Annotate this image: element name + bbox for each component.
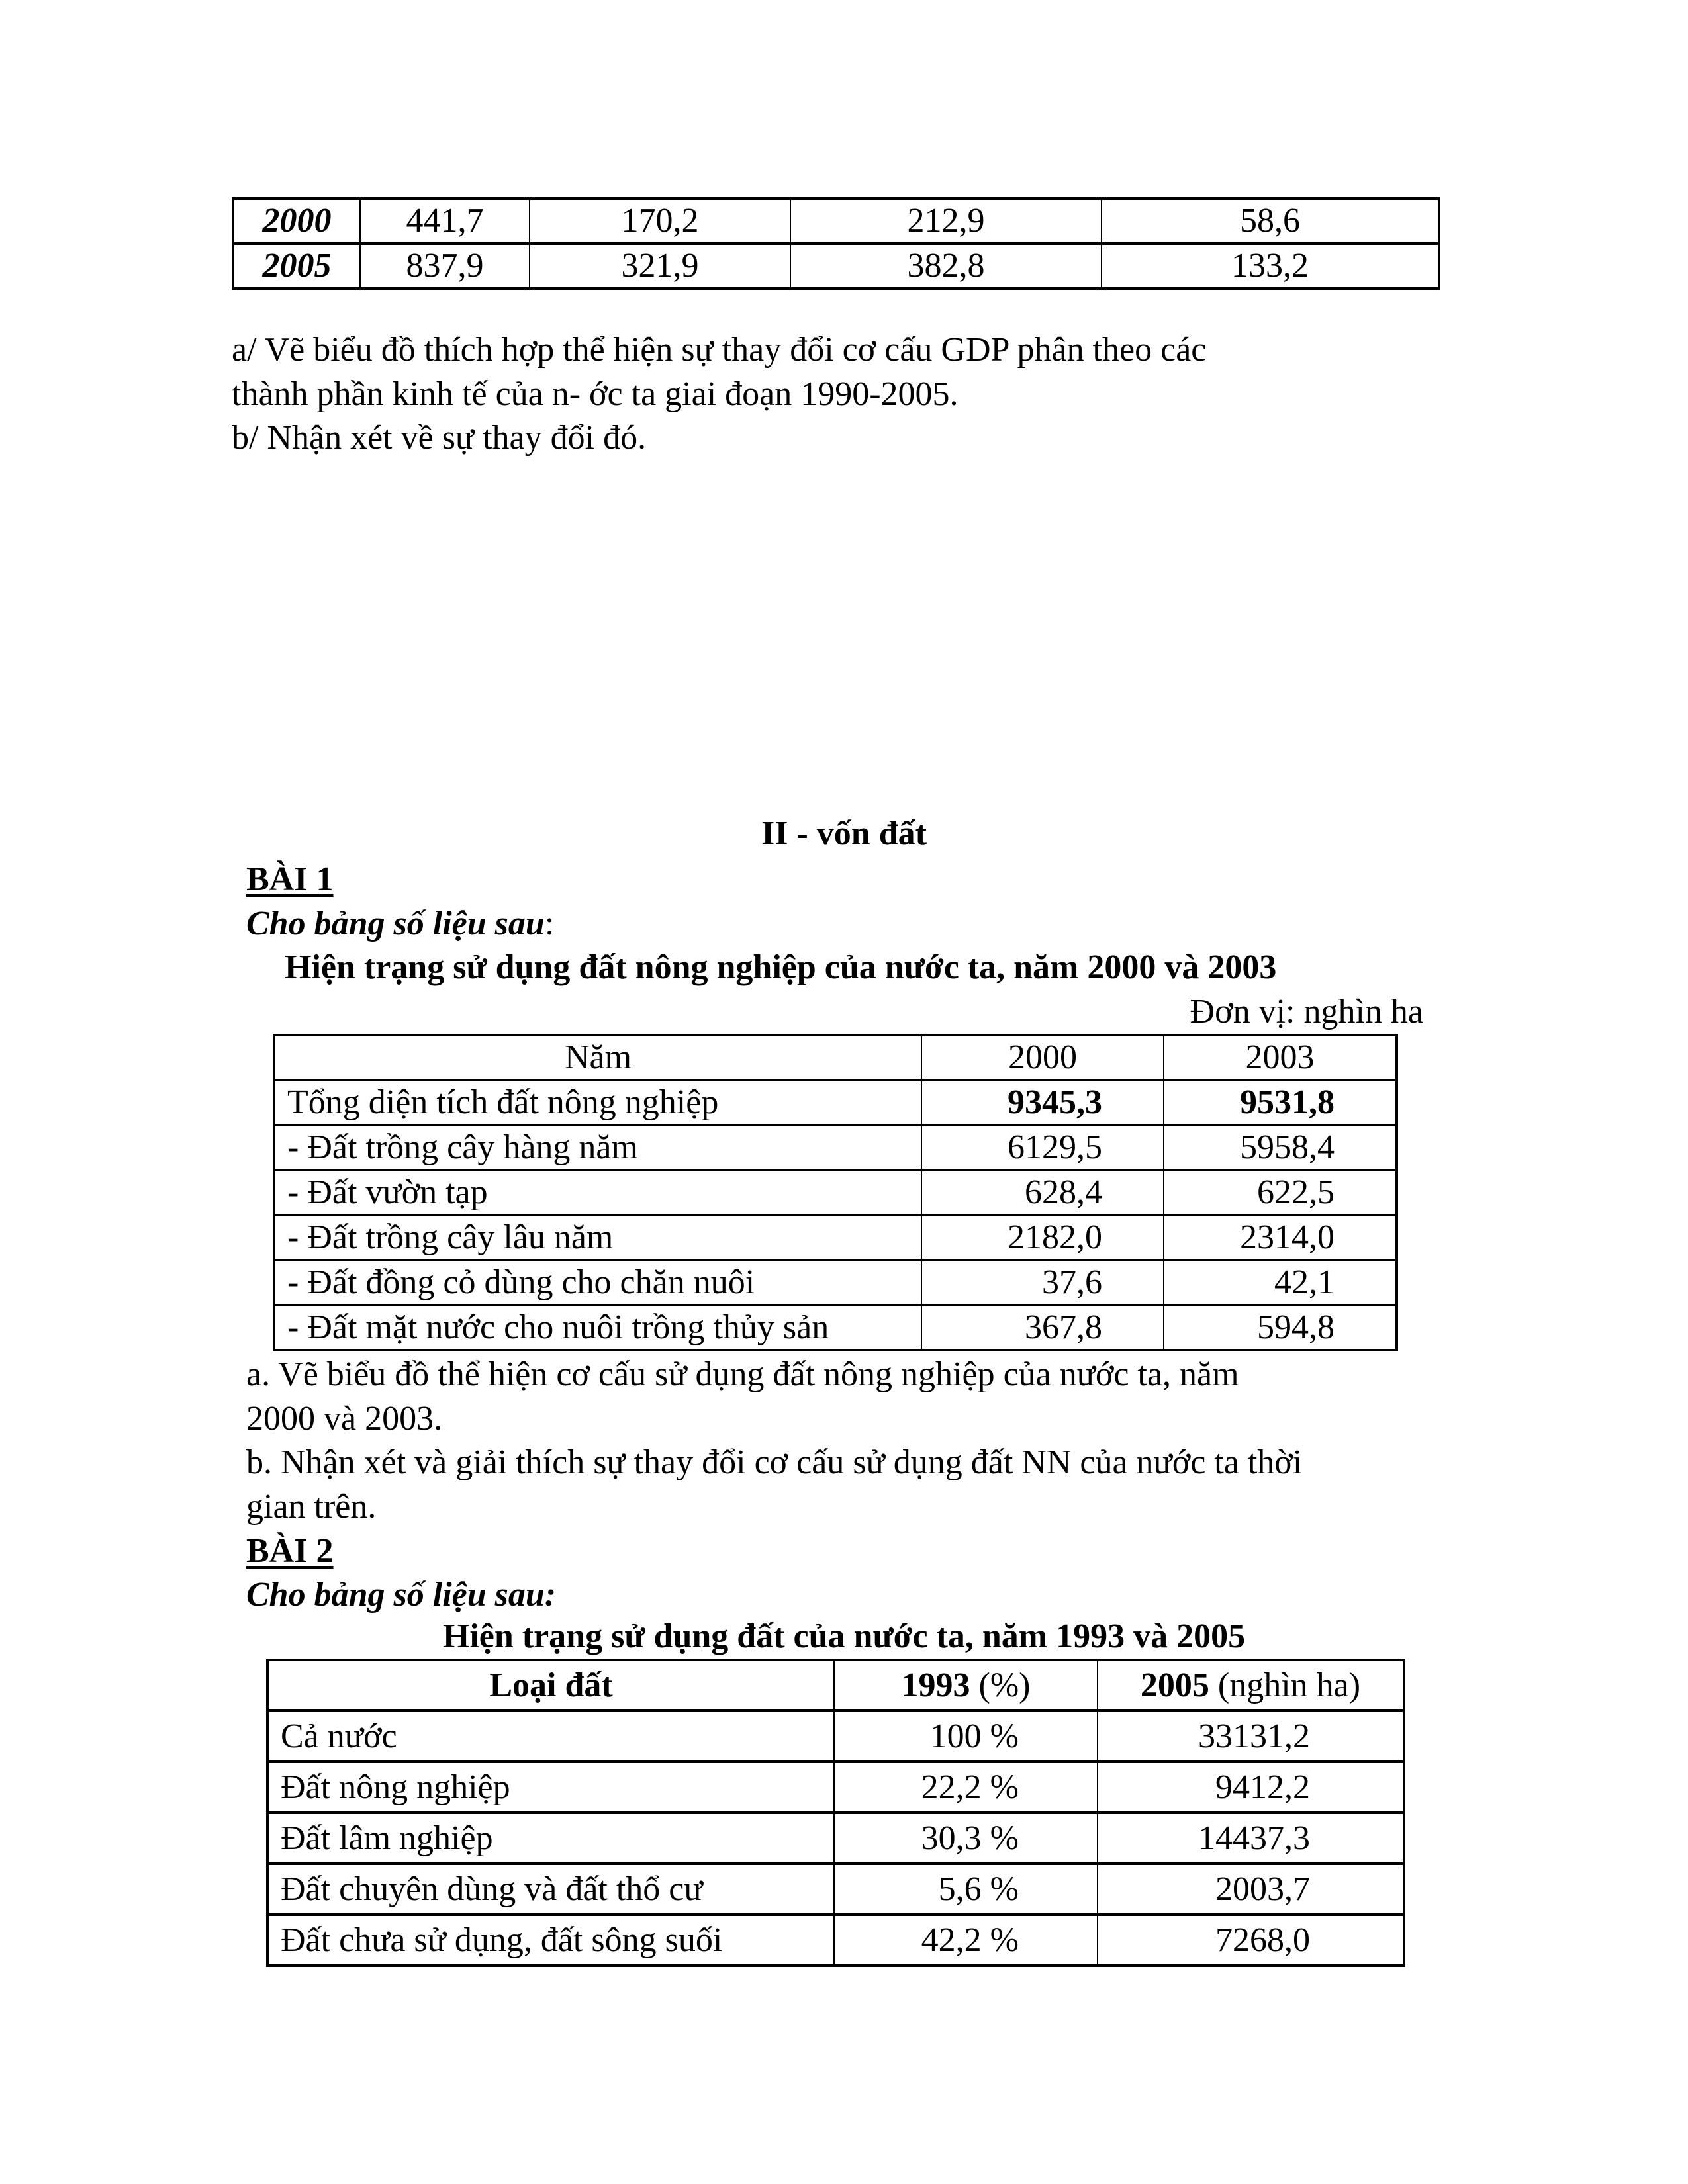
table-row bbox=[274, 1215, 1397, 1260]
gdp-question-a-line2: thành phần kinh tế của n- ớc ta giai đoạn 1990-2005. bbox=[232, 375, 959, 413]
bai1-intro-colon: : bbox=[544, 905, 555, 942]
value-2003: 9531,8 bbox=[1164, 1080, 1397, 1125]
table-header-row bbox=[267, 1660, 1404, 1711]
table-row bbox=[274, 1080, 1397, 1125]
value-2003: 2314,0 bbox=[1164, 1215, 1397, 1260]
row-label: Đất lâm nghiệp bbox=[267, 1813, 834, 1864]
row-label: - Đất trồng cây lâu năm bbox=[274, 1215, 921, 1260]
gdp-table bbox=[232, 197, 1440, 290]
section-title: II - vốn đất bbox=[761, 815, 927, 852]
bai1-question-a-line1: a. Vẽ biểu đồ thể hiện cơ cấu sử dụng đất nông nghiệp của nước ta, năm bbox=[246, 1355, 1239, 1393]
header-cell-land-type: Loại đất bbox=[267, 1660, 834, 1711]
row-label: Đất chuyên dùng và đất thổ cư bbox=[267, 1864, 834, 1915]
table-row bbox=[233, 199, 1439, 244]
value-cell: 441,7 bbox=[360, 199, 530, 244]
row-label: - Đất vườn tạp bbox=[274, 1170, 921, 1215]
table-row bbox=[267, 1711, 1404, 1762]
row-label: - Đất đồng cỏ dùng cho chăn nuôi bbox=[274, 1260, 921, 1305]
agricultural-land-table bbox=[273, 1034, 1398, 1351]
row-label: Đất chưa sử dụng, đất sông suối bbox=[267, 1915, 834, 1966]
value-2000: 6129,5 bbox=[921, 1125, 1164, 1170]
value-1993: 42,2 % bbox=[834, 1915, 1098, 1966]
value-2000: 9345,3 bbox=[921, 1080, 1164, 1125]
value-2000: 2182,0 bbox=[921, 1215, 1164, 1260]
value-2000: 367,8 bbox=[921, 1305, 1164, 1350]
bai2-intro: Cho bảng số liệu sau: bbox=[246, 1576, 557, 1614]
table-header-row bbox=[274, 1035, 1397, 1080]
header-1993-unit: (%) bbox=[970, 1666, 1031, 1704]
value-cell: 837,9 bbox=[360, 244, 530, 289]
table-row bbox=[267, 1864, 1404, 1915]
bai2-table-title: Hiện trạng sử dụng đất của nước ta, năm 1993 và 2005 bbox=[442, 1617, 1246, 1655]
value-1993: 100 % bbox=[834, 1711, 1098, 1762]
table-row bbox=[267, 1915, 1404, 1966]
value-1993: 30,3 % bbox=[834, 1813, 1098, 1864]
value-2003: 42,1 bbox=[1164, 1260, 1397, 1305]
header-2005-unit: (nghìn ha) bbox=[1209, 1666, 1361, 1704]
gdp-question-b: b/ Nhận xét về sự thay đổi đó. bbox=[232, 419, 647, 457]
value-2005: 14437,3 bbox=[1098, 1813, 1404, 1864]
bai1-question-b-line2: gian trên. bbox=[246, 1488, 377, 1525]
bai1-question-a-line2: 2000 và 2003. bbox=[246, 1400, 443, 1437]
row-label: - Đất mặt nước cho nuôi trồng thủy sản bbox=[274, 1305, 921, 1350]
table-row bbox=[274, 1125, 1397, 1170]
table-row bbox=[233, 244, 1439, 289]
bai2-heading: BÀI 2 bbox=[246, 1532, 334, 1570]
row-label: Đất nông nghiệp bbox=[267, 1762, 834, 1813]
value-1993: 5,6 % bbox=[834, 1864, 1098, 1915]
table-row bbox=[274, 1260, 1397, 1305]
value-cell: 170,2 bbox=[530, 199, 790, 244]
bai1-intro-text: Cho bảng số liệu sau bbox=[246, 905, 545, 942]
header-cell-2000: 2000 bbox=[921, 1035, 1164, 1080]
bai1-table-title: Hiện trạng sử dụng đất nông nghiệp của nước ta, năm 2000 và 2003 bbox=[285, 948, 1277, 986]
header-cell-1993 bbox=[834, 1660, 1098, 1711]
bai1-question-b-line1: b. Nhận xét và giải thích sự thay đổi cơ cấu sử dụng đất NN của nước ta thời bbox=[246, 1443, 1303, 1481]
row-label: Cả nước bbox=[267, 1711, 834, 1762]
header-1993-year: 1993 bbox=[901, 1666, 970, 1704]
row-label: - Đất trồng cây hàng năm bbox=[274, 1125, 921, 1170]
header-cell-year: Năm bbox=[274, 1035, 921, 1080]
row-label: Tổng diện tích đất nông nghiệp bbox=[274, 1080, 921, 1125]
bai1-heading: BÀI 1 bbox=[246, 860, 334, 898]
header-2005-year: 2005 bbox=[1140, 1666, 1209, 1704]
bai1-intro bbox=[246, 902, 554, 946]
header-cell-2005 bbox=[1098, 1660, 1404, 1711]
value-2005: 7268,0 bbox=[1098, 1915, 1404, 1966]
value-2000: 37,6 bbox=[921, 1260, 1164, 1305]
value-cell: 133,2 bbox=[1102, 244, 1439, 289]
land-use-table bbox=[266, 1659, 1405, 1967]
gdp-question-a-line1: a/ Vẽ biểu đồ thích hợp thể hiện sự thay đổi cơ cấu GDP phân theo các bbox=[232, 331, 1207, 369]
value-cell: 212,9 bbox=[790, 199, 1102, 244]
value-2003: 5958,4 bbox=[1164, 1125, 1397, 1170]
value-2005: 33131,2 bbox=[1098, 1711, 1404, 1762]
value-cell: 58,6 bbox=[1102, 199, 1439, 244]
value-2000: 628,4 bbox=[921, 1170, 1164, 1215]
value-1993: 22,2 % bbox=[834, 1762, 1098, 1813]
table-row bbox=[274, 1305, 1397, 1350]
value-2005: 9412,2 bbox=[1098, 1762, 1404, 1813]
value-2005: 2003,7 bbox=[1098, 1864, 1404, 1915]
value-2003: 594,8 bbox=[1164, 1305, 1397, 1350]
year-cell: 2000 bbox=[233, 199, 360, 244]
year-cell: 2005 bbox=[233, 244, 360, 289]
table-row bbox=[267, 1762, 1404, 1813]
header-cell-2003: 2003 bbox=[1164, 1035, 1397, 1080]
table-row bbox=[267, 1813, 1404, 1864]
value-2003: 622,5 bbox=[1164, 1170, 1397, 1215]
table-row bbox=[274, 1170, 1397, 1215]
value-cell: 382,8 bbox=[790, 244, 1102, 289]
value-cell: 321,9 bbox=[530, 244, 790, 289]
bai1-unit-label: Đơn vị: nghìn ha bbox=[1190, 993, 1423, 1030]
